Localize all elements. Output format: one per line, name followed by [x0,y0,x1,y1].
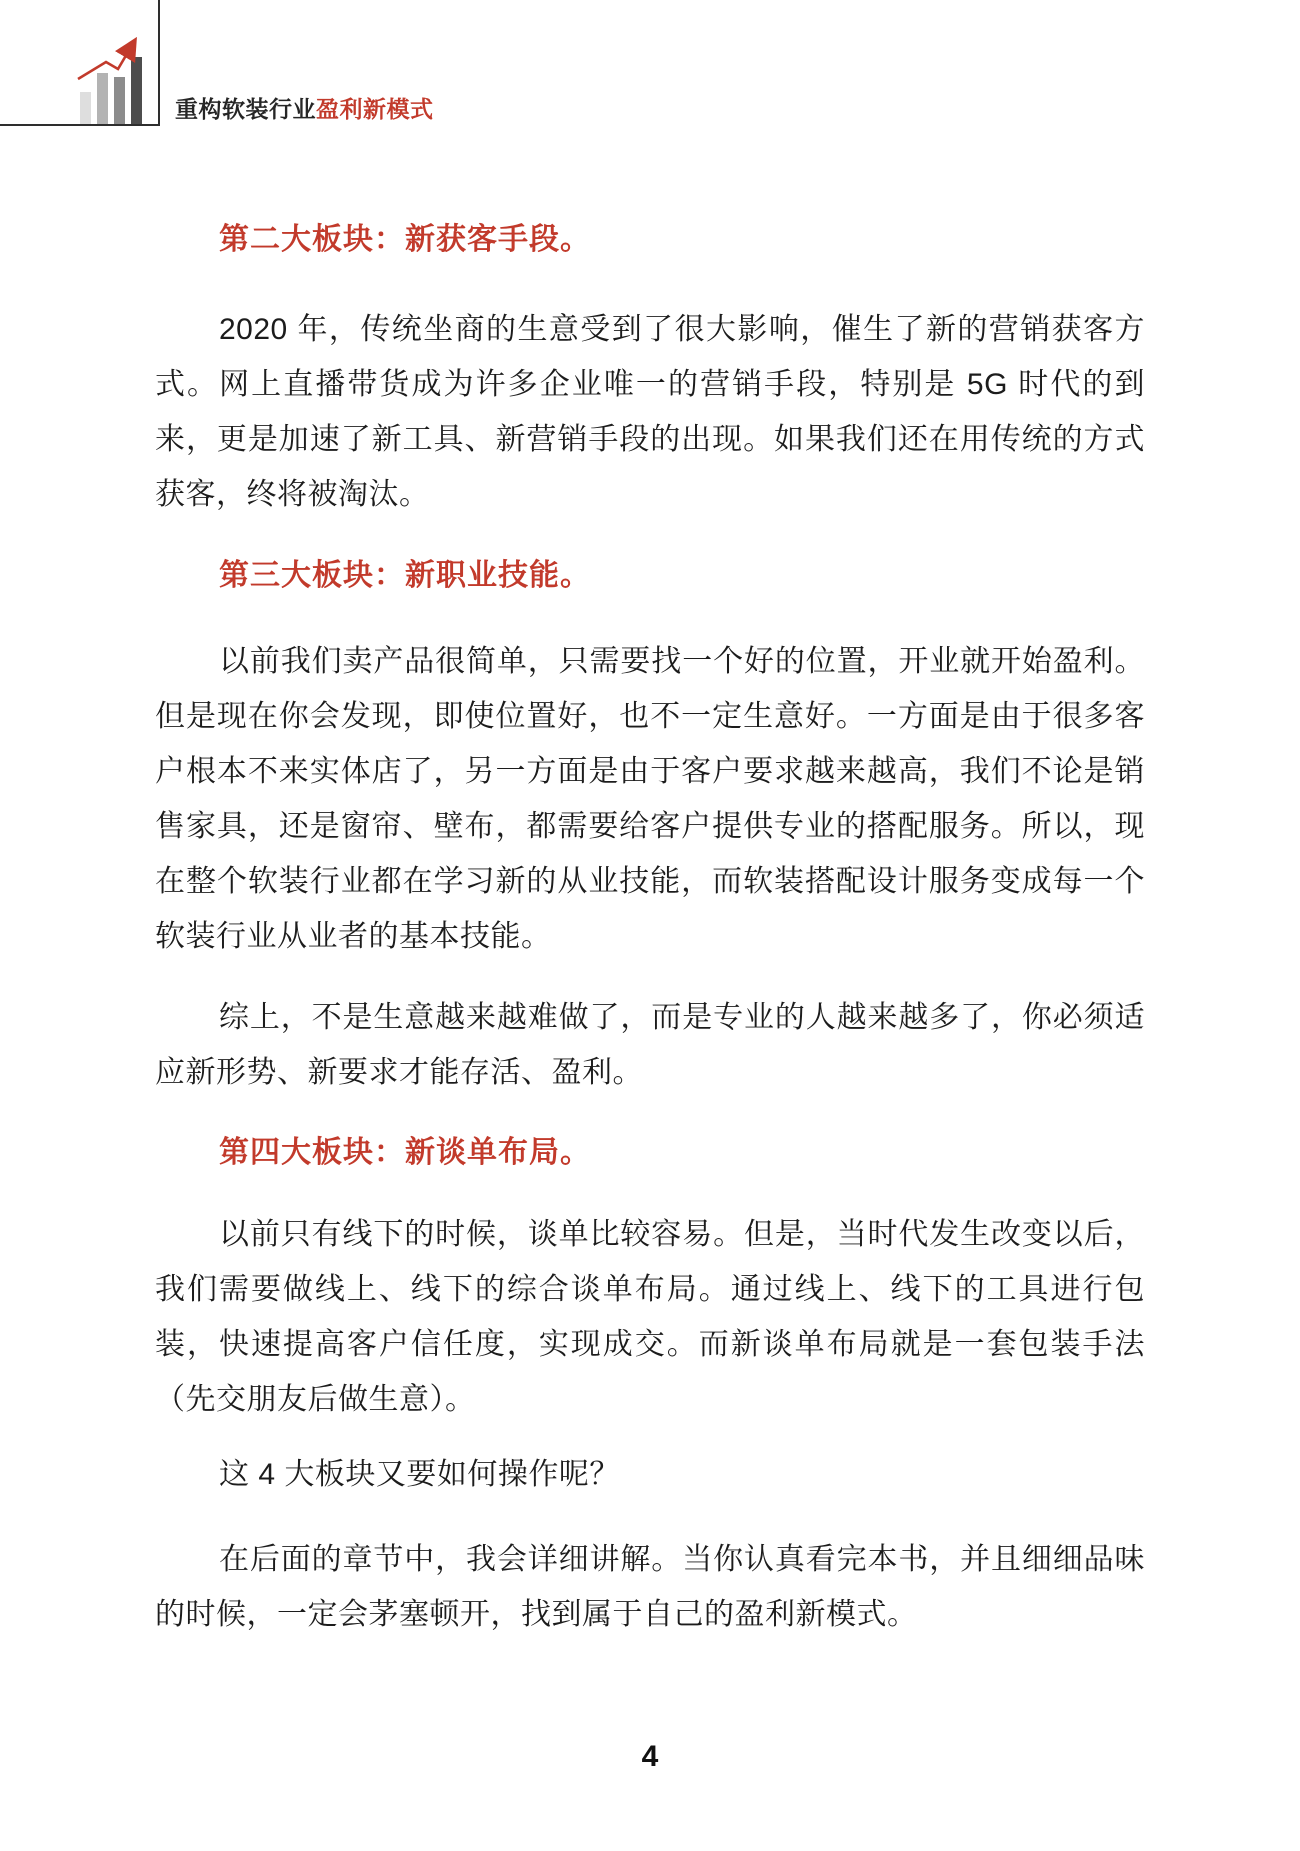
section-heading-block4: 第四大板块：新谈单布局。 [219,1136,591,1169]
logo-bar-1 [80,92,91,124]
page-footer [0,1740,1300,1774]
paragraph-block2: 2020 年，传统坐商的生意受到了很大影响，催生了新的营销获客方式。网上直播带货成为许多企业唯一的营销手段，特别是 5G 时代的到来，更是加速了新工具、新营销手段的出现。如果我们还在用传统的方式获客，终将被淘汰。 [155,313,1145,511]
trend-arrow-icon [60,28,155,95]
document-title-black: 重构软装行业 [175,96,316,122]
section-heading-block2: 第二大板块：新获客手段。 [219,223,591,256]
page-body [155,222,1145,1642]
paragraph-block3-main: 以前我们卖产品很简单，只需要找一个好的位置，开业就开始盈利。但是现在你会发现，即使位置好，也不一定生意好。一方面是由于很多客户根本不来实体店了，另一方面是由于客户要求越来越高，我们不论是销售家具，还是窗帘、壁布，都需要给客户提供专业的搭配服务。所以，现在整个软装行业都在学习新的从业技能，而软装搭配设计服务变成每一个软装行业从业者的基本技能。 [155,645,1145,953]
document-title [175,96,434,122]
paragraph-block4-main: 以前只有线下的时候，谈单比较容易。但是，当时代发生改变以后，我们需要做线上、线下的综合谈单布局。通过线上、线下的工具进行包装，快速提高客户信任度，实现成交。而新谈单布局就是一套包装手法（先交朋友后做生意）。 [155,1218,1145,1416]
page-number: 4 [641,1740,659,1773]
paragraph-question: 这 4 大板块又要如何操作呢？ [219,1458,620,1491]
paragraph-closing: 在后面的章节中，我会详细讲解。当你认真看完本书，并且细细品味的时候，一定会茅塞顿开，找到属于自己的盈利新模式。 [155,1543,1145,1631]
section-heading-block3: 第三大板块：新职业技能。 [219,559,591,592]
paragraph-block3-summary: 综上，不是生意越来越难做了，而是专业的人越来越多了，你必须适应新形势、新要求才能存活、盈利。 [155,1001,1145,1089]
document-title-red: 盈利新模式 [316,96,434,122]
